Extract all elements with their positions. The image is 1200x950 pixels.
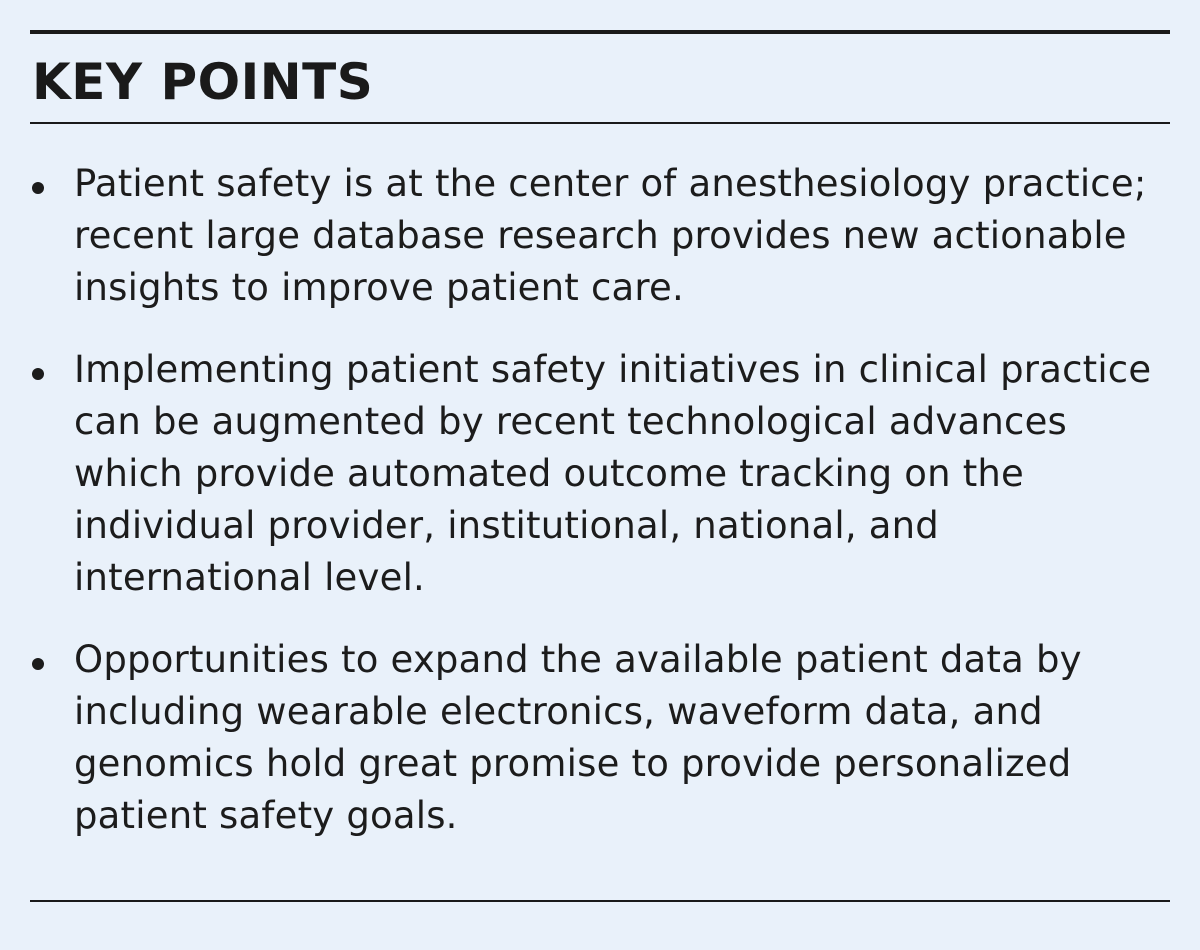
bullet-icon xyxy=(32,368,44,380)
key-point-text: Opportunities to expand the available patient data by including wearable electronics, waveform data, and genomics hold great promise to provide personalized patient safety goals. xyxy=(74,638,1082,837)
key-points-box xyxy=(30,0,1170,950)
bottom-rule xyxy=(30,900,1170,902)
bullet-icon xyxy=(32,182,44,194)
bullet-icon xyxy=(32,658,44,670)
key-point-item xyxy=(30,158,1170,314)
title-rule xyxy=(30,122,1170,124)
key-points-list xyxy=(30,158,1170,872)
key-point-item xyxy=(30,634,1170,842)
key-point-text: Implementing patient safety initiatives in clinical practice can be augmented by recent technological advances which provide automated outcome tracking on the individual provider, institutional, national, and international level. xyxy=(74,348,1152,599)
box-title: KEY POINTS xyxy=(32,53,374,111)
key-point-text: Patient safety is at the center of anesthesiology practice; recent large database research provides new actionable insights to improve patient care. xyxy=(74,162,1147,309)
key-point-item xyxy=(30,344,1170,604)
top-rule xyxy=(30,30,1170,34)
